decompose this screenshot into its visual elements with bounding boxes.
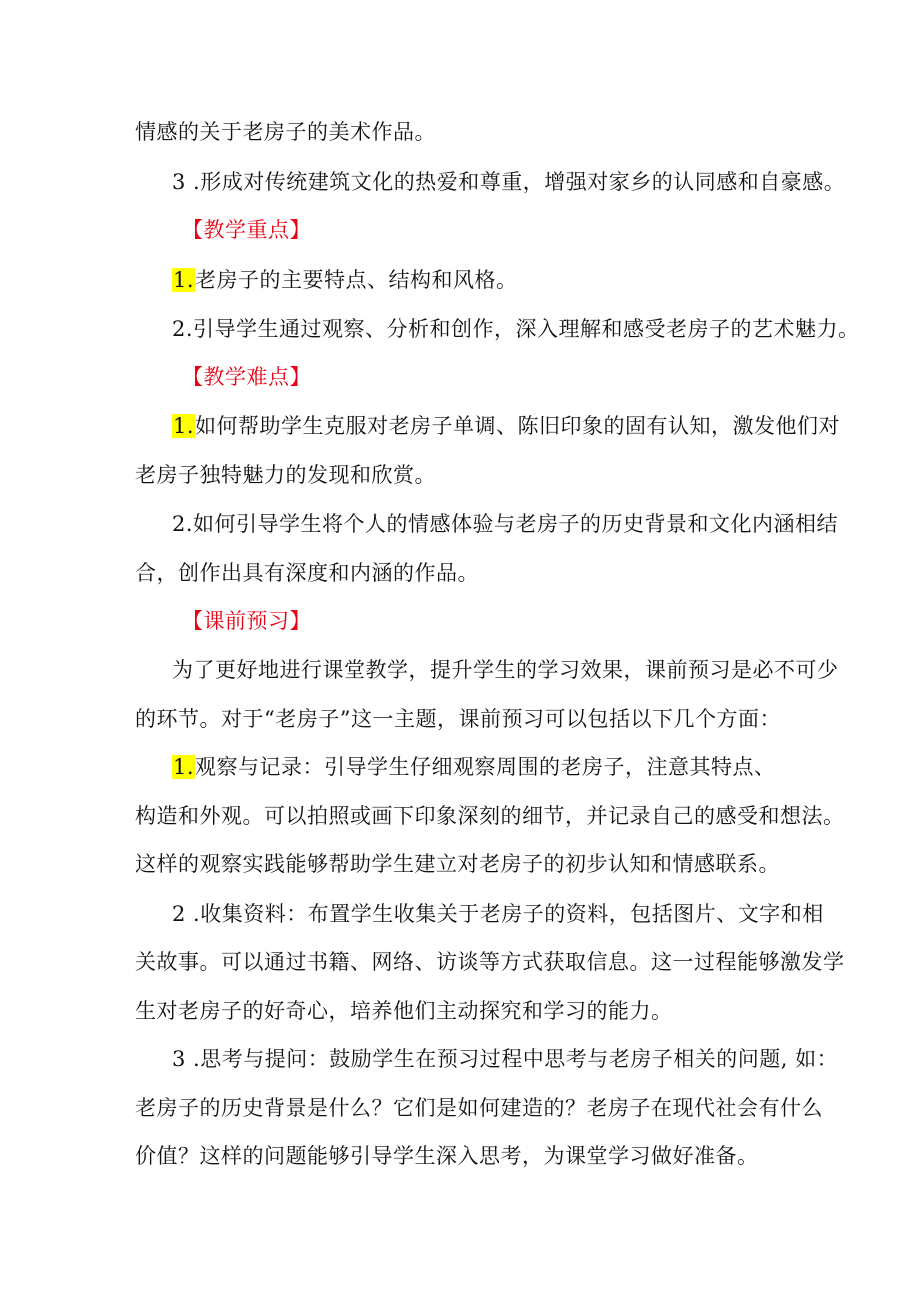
preview-item-1 [172,752,776,782]
heading-preview: 【课前预习】 [182,609,311,633]
text: 生对老房子的好奇心，培养他们主动探究和学习的能力。 [135,999,673,1023]
text: 情感的关于老房子的美术作品。 [135,120,436,144]
paragraph-line [135,947,845,977]
text: .形成对传统建筑文化的热爱和尊重，增强对家乡的认同感和自豪感。 [185,170,846,194]
heading-key-points: 【教学重点】 [182,218,311,242]
text: 为了更好地进行课堂教学，提升学生的学习效果，课前预习是必不可少 [172,658,839,682]
paragraph-line [135,460,436,490]
text: 合，创作出具有深度和内涵的作品。 [135,561,479,585]
text: .思考与提问：鼓励学生在预习过程中思考与老房子相关的问题, 如： [185,1047,839,1071]
paragraph-line [135,996,673,1026]
item-number: 3 [172,1047,186,1071]
difficulty-1 [172,411,840,441]
objective-3 [172,167,845,197]
text: 老房子的历史背景是什么？它们是如何建造的？老房子在现代社会有什么 [135,1096,823,1120]
paragraph-line [135,558,479,588]
paragraph-line [135,849,780,879]
paragraph-line [135,704,781,734]
paragraph-line [135,1093,823,1123]
text: 老房子的主要特点、结构和风格。 [195,268,518,292]
text: 价值？这样的问题能够引导学生深入思考，为课堂学习做好准备。 [135,1144,759,1168]
preview-item-3 [172,1044,838,1074]
text: 如何帮助学生克服对老房子单调、陈旧印象的固有认知，激发他们对 [195,414,841,438]
text: 的环节。对于“老房子”这一主题，课前预习可以包括以下几个方面： [135,707,781,731]
item-number: 2 [172,902,186,926]
key-point-1 [172,265,518,295]
text: 这样的观察实践能够帮助学生建立对老房子的初步认知和情感联系。 [135,852,780,876]
item-number: 3 [172,170,186,194]
paragraph-line [135,1141,759,1171]
heading-difficulties: 【教学难点】 [182,365,311,389]
text: 2.如何引导学生将个人的情感体验与老房子的历史背景和文化内涵相结 [172,512,839,536]
highlighted-number: 1. [173,755,195,779]
difficulty-2 [172,509,838,539]
key-point-2 [172,314,860,344]
text: 观察与记录：引导学生仔细观察周围的老房子，注意其特点、 [195,755,776,779]
text: 关故事。可以通过书籍、网络、访谈等方式获取信息。这一过程能够激发学 [135,950,845,974]
text: .收集资料：布置学生收集关于老房子的资料，包括图片、文字和相 [185,902,824,926]
text: 构造和外观。可以拍照或画下印象深刻的细节，并记录自己的感受和想法。 [135,804,845,828]
text: 2.引导学生通过观察、分析和创作，深入理解和感受老房子的艺术魅力。 [172,317,860,341]
preview-item-2 [172,899,824,929]
highlighted-number: 1. [173,414,195,438]
paragraph-line [135,117,436,147]
paragraph-line [135,801,845,831]
preview-intro [172,655,839,685]
text: 老房子独特魅力的发现和欣赏。 [135,463,436,487]
highlighted-number: 1. [173,268,195,292]
